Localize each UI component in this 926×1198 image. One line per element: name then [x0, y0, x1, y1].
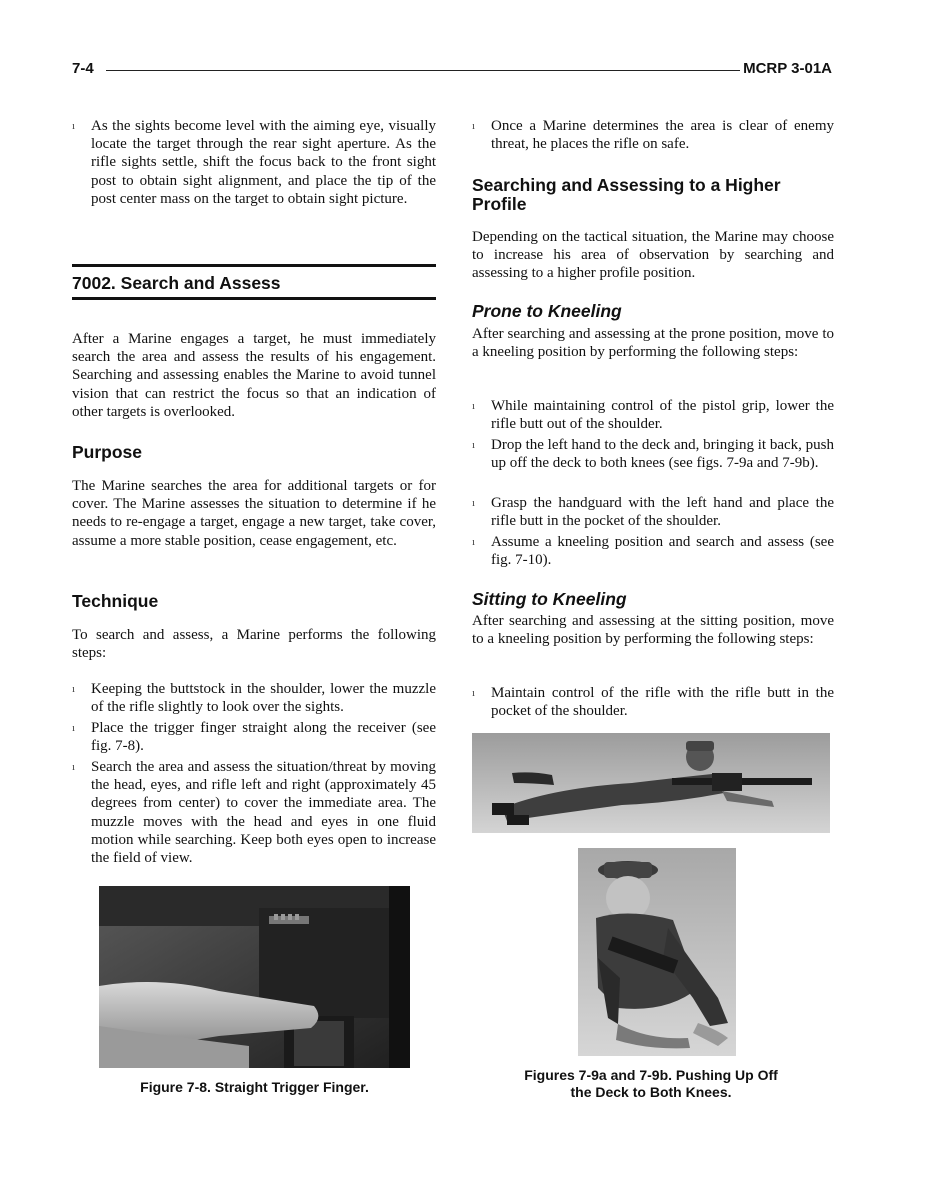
technique-paragraph: To search and assess, a Marine performs the following steps:	[72, 627, 436, 662]
figure-7-9-caption	[472, 1067, 830, 1101]
list-item	[72, 680, 436, 716]
bullet-mark: ı	[472, 120, 476, 132]
bullet-mark: ı	[472, 687, 476, 699]
list-item-text: Drop the left hand to the deck and, bringing it back, push up off the deck to both knees (see figs. 7-9a and 7-9b).	[491, 437, 834, 472]
list-item	[472, 684, 834, 720]
figure-7-8-caption: Figure 7-8. Straight Trigger Finger.	[140, 1079, 369, 1095]
bullet-mark: ı	[472, 497, 476, 509]
bullet-mark: ı	[72, 683, 76, 695]
list-item-text: Place the trigger finger straight along the receiver (see fig. 7-8).	[91, 720, 436, 755]
header-rule	[106, 70, 740, 71]
figure-7-9b-photo	[578, 848, 736, 1056]
higher-profile-paragraph: Depending on the tactical situation, the Marine may choose to increase his area of observation by searching and assessing to a higher profile position.	[472, 229, 834, 282]
list-item	[472, 436, 834, 472]
list-item-text: Search the area and assess the situation/threat by moving the head, eyes, and rifle left and right (approximately 45 degrees from center) to cover the immediate area. The muzzle moves with the head and eyes in one fluid motion while searching. Keep both eyes open to increase the field of view.	[91, 759, 436, 867]
list-item	[472, 397, 834, 433]
section-paragraph: After a Marine engages a target, he must immediately search the area and assess the results of his engagement. Searching and assessing enables the Marine to avoid tunnel vision that can restrict the focus so that an indication of other targets is overlooked.	[72, 331, 436, 420]
bullet-mark: ı	[72, 722, 76, 734]
list-item-text: As the sights become level with the aiming eye, visually locate the target through the rear sight aperture. As the rifle sights settle, shift the focus back to the front sight post to obtain sight alignment, and place the tip of the post center mass on the target to obtain sight picture.	[91, 118, 436, 207]
figure-7-9-caption-line2: the Deck to Both Knees.	[570, 1084, 732, 1100]
list-item-text: Once a Marine determines the area is clear of enemy threat, he places the rifle on safe.	[491, 118, 834, 153]
list-item	[72, 719, 436, 755]
sitting-to-kneeling-heading: Sitting to Kneeling	[472, 589, 627, 609]
figure-7-8-photo	[99, 886, 410, 1068]
section-rule-bottom	[72, 297, 436, 300]
purpose-paragraph: The Marine searches the area for additional targets or for cover. The Marine assesses the situation to determine if he needs to re-engage a target, engage a new target, take cover, assume a more stable position, cease engagement, etc.	[72, 478, 436, 549]
bullet-mark: ı	[72, 761, 76, 773]
section-title: 7002. Search and Assess	[72, 273, 281, 293]
technique-heading: Technique	[72, 591, 159, 611]
publication-id: MCRP 3-01A	[743, 60, 832, 77]
list-item-text: Assume a kneeling position and search and assess (see fig. 7-10).	[491, 534, 834, 569]
list-item	[472, 494, 834, 530]
list-item	[72, 117, 436, 208]
section-rule-top	[72, 264, 436, 267]
list-item-text: Grasp the handguard with the left hand and place the rifle butt in the pocket of the shoulder.	[491, 495, 834, 530]
higher-profile-heading: Searching and Assessing to a Higher Profile	[472, 175, 781, 214]
list-item	[472, 533, 834, 569]
sitting-to-kneeling-paragraph: After searching and assessing at the sitting position, move to a kneeling position by performing the following steps:	[472, 613, 834, 648]
bullet-mark: ı	[472, 536, 476, 548]
figure-7-9-caption-line1: Figures 7-9a and 7-9b. Pushing Up Off	[524, 1067, 778, 1083]
list-item-text: Keeping the buttstock in the shoulder, lower the muzzle of the rifle slightly to look over the sights.	[91, 681, 436, 716]
page-number: 7-4	[72, 60, 94, 77]
bullet-mark: ı	[72, 120, 76, 132]
prone-to-kneeling-paragraph: After searching and assessing at the prone position, move to a kneeling position by performing the following steps:	[472, 326, 834, 361]
list-item	[72, 758, 436, 867]
list-item	[472, 117, 834, 153]
purpose-heading: Purpose	[72, 442, 143, 462]
list-item-text: While maintaining control of the pistol grip, lower the rifle butt out of the shoulder.	[491, 398, 834, 433]
bullet-mark: ı	[472, 400, 476, 412]
list-item-text: Maintain control of the rifle with the rifle butt in the pocket of the shoulder.	[491, 685, 834, 720]
prone-to-kneeling-heading: Prone to Kneeling	[472, 301, 622, 321]
figure-7-9a-photo	[472, 733, 830, 833]
bullet-mark: ı	[472, 439, 476, 451]
